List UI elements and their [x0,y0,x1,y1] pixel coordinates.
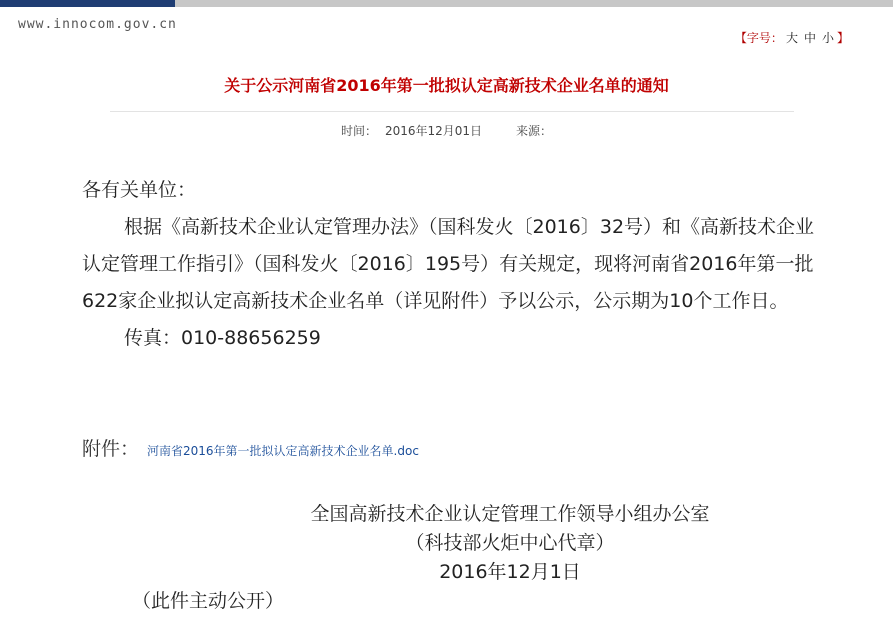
top-color-bar [0,0,893,7]
article-meta [0,122,893,139]
font-size-close: 】 [836,31,849,45]
signature-block [260,500,760,587]
title-divider [110,111,794,112]
source-label: 来源： [516,124,553,138]
font-size-control [735,29,849,46]
salutation: 各有关单位： [82,179,197,201]
font-size-medium-button[interactable]: 中 [803,31,816,45]
time-value: 2016年12月01日 [384,124,483,138]
body-paragraph: 根据《高新技术企业认定管理办法》（国科发火〔2016〕32号）和《高新技术企业认定管理工作指引》（国科发火〔2016〕195号）有关规定，现将河南省2016年第一批622家企业拟认定高新技术企业名单（详见附件）予以公示，公示期为10个工作日。 [82,216,815,312]
font-size-label: 【字号： [734,31,783,45]
attachment-row [82,434,419,461]
signature-org: 全国高新技术企业认定管理工作领导小组办公室 [310,503,710,525]
attachment-link[interactable]: 河南省2016年第一批拟认定高新技术企业名单.doc [147,444,419,458]
public-note: （此件主动公开） [132,590,285,612]
page-title: 关于公示河南省2016年第一批拟认定高新技术企业名单的通知 [224,76,669,95]
attachment-label: 附件： [82,438,140,460]
site-url: www.innocom.gov.cn [18,17,177,32]
time-label: 时间： [340,124,377,138]
signature-date: 2016年12月1日 [439,561,581,583]
font-size-small-button[interactable]: 小 [821,31,834,45]
font-size-large-button[interactable]: 大 [785,31,798,45]
fax-line: 传真：010-88656259 [124,327,321,349]
article-body [82,172,822,357]
signature-note: （科技部火炬中心代章） [405,532,615,554]
